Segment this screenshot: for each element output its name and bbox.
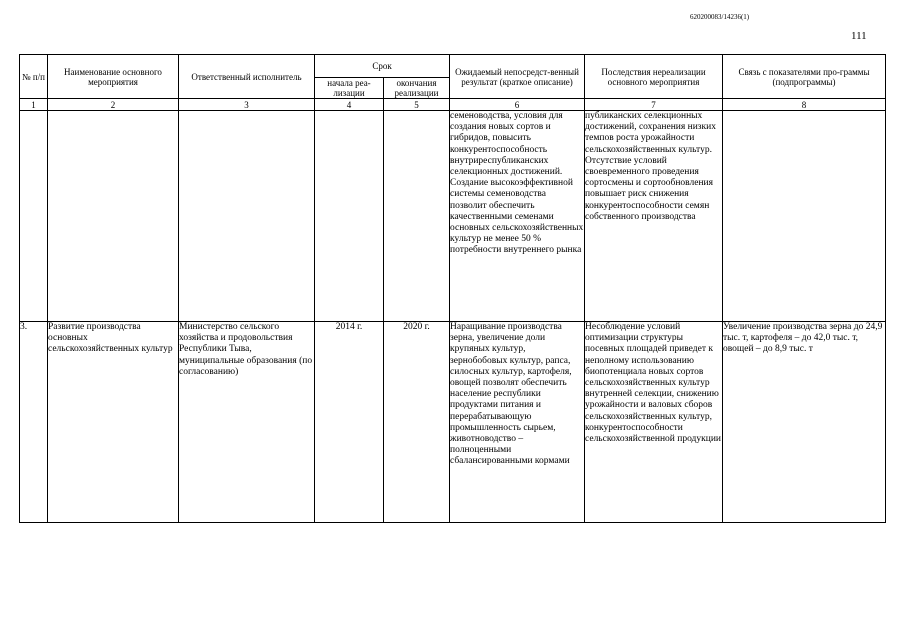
header-num: № п/п bbox=[20, 55, 48, 99]
cell-executor bbox=[179, 111, 315, 322]
cell-name: Развитие производства основных сельскохозяйственных культур bbox=[48, 322, 179, 523]
cell-name bbox=[48, 111, 179, 322]
document-number: 620200083/14236(1) bbox=[690, 13, 750, 21]
column-number: 1 bbox=[20, 99, 48, 111]
cell-result: Наращивание производства зерна, увеличение доли крупяных культур, зернобобовых культур, рапса, силосных культур, картофеля, овощей позволят обеспечить население республики продуктами питания и перерабатывающую промышленность сырьем, животноводство – полноценными сбалансированными кормами bbox=[450, 322, 585, 523]
column-number: 7 bbox=[585, 99, 723, 111]
header-result: Ожидаемый непосредст-венный результат (краткое описание) bbox=[450, 55, 585, 99]
header-term: Срок bbox=[315, 55, 450, 78]
header-consequences: Последствия нереализации основного мероприятия bbox=[585, 55, 723, 99]
page-number: 111 bbox=[851, 30, 867, 42]
table-row bbox=[20, 322, 886, 523]
cell-link bbox=[723, 111, 886, 322]
cell-num: 3. bbox=[20, 322, 48, 523]
header-name: Наименование основного мероприятия bbox=[48, 55, 179, 99]
column-number: 8 bbox=[723, 99, 886, 111]
cell-link: Увеличение производства зерна до 24,9 тыс. т, картофеля – до 42,0 тыс. т, овощей – до 8,9 тыс. т bbox=[723, 322, 886, 523]
cell-consequences: Несоблюдение условий оптимизации структуры посевных площадей приведет к неполному использованию биопотенциала новых сортов сельскохозяйственных культур внутренней селекции, снижению урожайности и валовых сборов сельскохозяйственных культур, конкурентоспособности сельскохозяйственной продукции bbox=[585, 322, 723, 523]
header-row bbox=[20, 55, 886, 78]
cell-start bbox=[315, 111, 384, 322]
cell-executor: Министерство сельского хозяйства и продовольствия Республики Тыва, муниципальные образования (по согласованию) bbox=[179, 322, 315, 523]
cell-num bbox=[20, 111, 48, 322]
column-number: 5 bbox=[384, 99, 450, 111]
header-end: окончания реализации bbox=[384, 78, 450, 99]
column-number: 2 bbox=[48, 99, 179, 111]
header-start: начала реа-лизации bbox=[315, 78, 384, 99]
column-number: 3 bbox=[179, 99, 315, 111]
cell-result: семеноводства, условия для создания новых сортов и гибридов, повысить конкурентоспособность внутриреспубликанских селекционных достижений. Создание высокоэффективной системы семеноводства позволит обеспечить качественными семенами основных сельскохозяйственных культур не менее 50 % потребности внутреннего рынка bbox=[450, 111, 585, 322]
header-executor: Ответственный исполнитель bbox=[179, 55, 315, 99]
measures-table bbox=[19, 54, 886, 523]
header-link: Связь с показателями про-граммы (подпрограммы) bbox=[723, 55, 886, 99]
cell-start: 2014 г. bbox=[315, 322, 384, 523]
cell-end bbox=[384, 111, 450, 322]
column-number: 4 bbox=[315, 99, 384, 111]
column-number: 6 bbox=[450, 99, 585, 111]
column-numbers-row bbox=[20, 99, 886, 111]
cell-consequences: публиканских селекционных достижений, сохранения низких темпов роста урожайности сельскохозяйственных культур. Отсутствие условий своевременного проведения сортосмены и сортообновления повышает риск снижения конкурентоспособности семян собственного производства bbox=[585, 111, 723, 322]
cell-end: 2020 г. bbox=[384, 322, 450, 523]
table-row bbox=[20, 111, 886, 322]
